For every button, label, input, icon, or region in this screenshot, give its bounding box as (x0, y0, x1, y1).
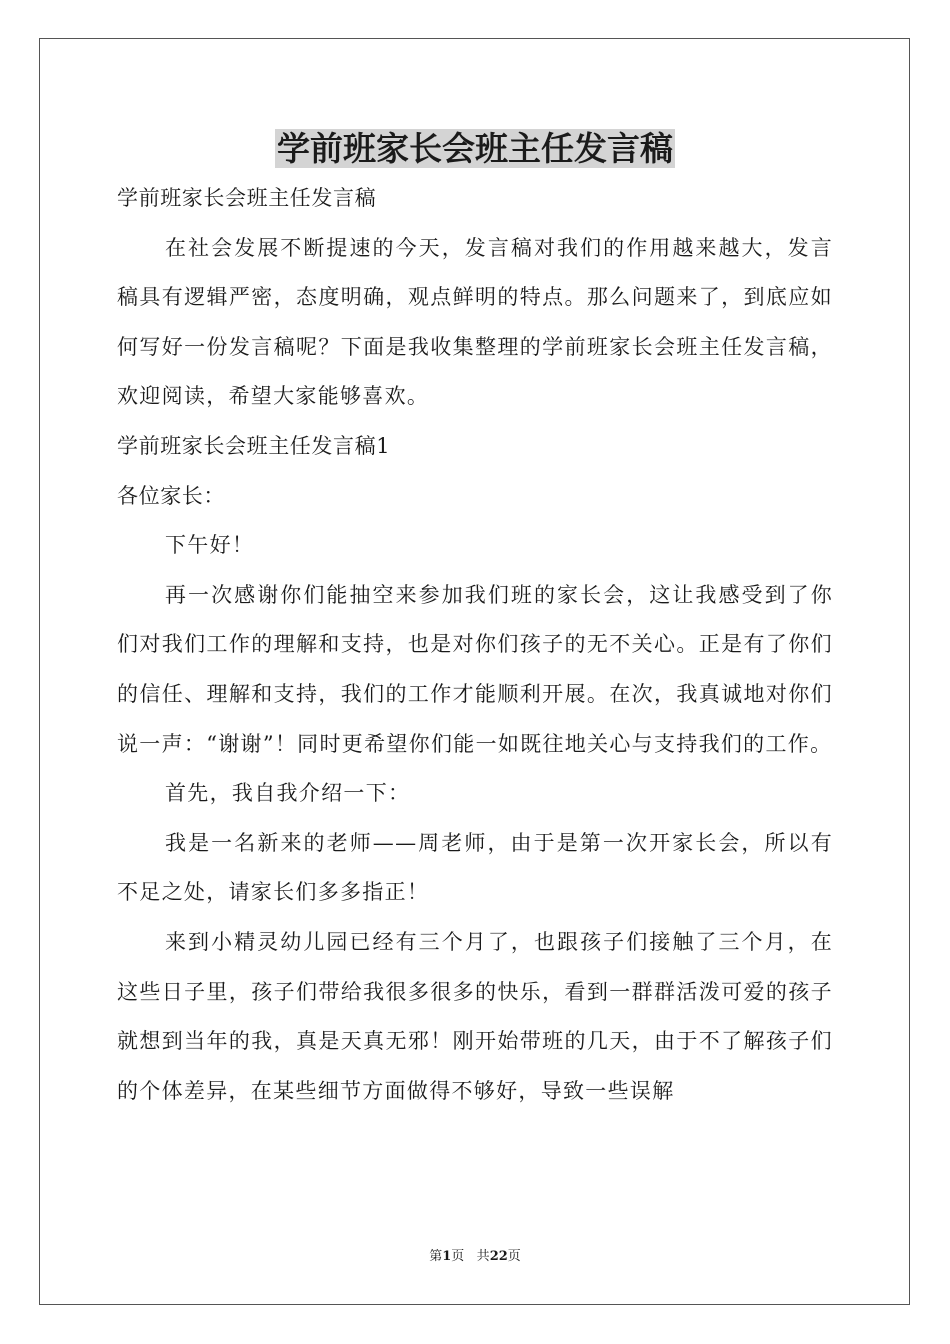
paragraph-self-intro-lead: 首先，我自我介绍一下： (165, 781, 411, 806)
paragraph-intro: 在社会发展不断提速的今天，发言稿对我们的作用越来越大，发言稿具有逻辑严密，态度明确，观点鲜明的特点。那么问题来了，到底应如何写好一份发言稿呢？下面是我收集整理的学前班家长会班主任发言稿，欢迎阅读，希望大家能够喜欢。 (117, 235, 833, 409)
footer-total-pages: 22 (489, 1249, 508, 1264)
paragraph-subtitle: 学前班家长会班主任发言稿 (117, 186, 377, 210)
paragraph-greeting: 下午好！ (165, 533, 255, 558)
document-title (0, 127, 950, 171)
page-footer (0, 1248, 950, 1266)
footer-page-suffix: 页 (451, 1249, 465, 1264)
paragraph-salutation: 各位家长： (117, 483, 225, 508)
footer-total-prefix: 共 (476, 1249, 490, 1264)
document-body (117, 174, 833, 1116)
paragraph-self-intro: 我是一名新来的老师——周老师，由于是第一次开家长会，所以有不足之处，请家长们多多指正！ (117, 830, 833, 905)
footer-page-number: 1 (442, 1249, 452, 1264)
paragraph-thanks: 再一次感谢你们能抽空来参加我们班的家长会，这让我感受到了你们对我们工作的理解和支持，也是对你们孩子的无不关心。正是有了你们的信任、理解和支持，我们的工作才能顺利开展。在次，我真诚地对你们说一声：“谢谢”！同时更希望你们能一如既往地关心与支持我们的工作。 (117, 582, 833, 756)
footer-page-prefix: 第 (429, 1249, 443, 1264)
footer-total-suffix: 页 (507, 1249, 521, 1264)
paragraph-experience: 来到小精灵幼儿园已经有三个月了，也跟孩子们接触了三个月，在这些日子里，孩子们带给我很多很多的快乐，看到一群群活泼可爱的孩子就想到当年的我，真是天真无邪！刚开始带班的几天，由于不了解孩子们的个体差异，在某些细节方面做得不够好，导致一些误解 (117, 929, 833, 1103)
document-title-text: 学前班家长会班主任发言稿 (277, 129, 673, 168)
section-heading: 学前班家长会班主任发言稿1 (117, 433, 391, 458)
